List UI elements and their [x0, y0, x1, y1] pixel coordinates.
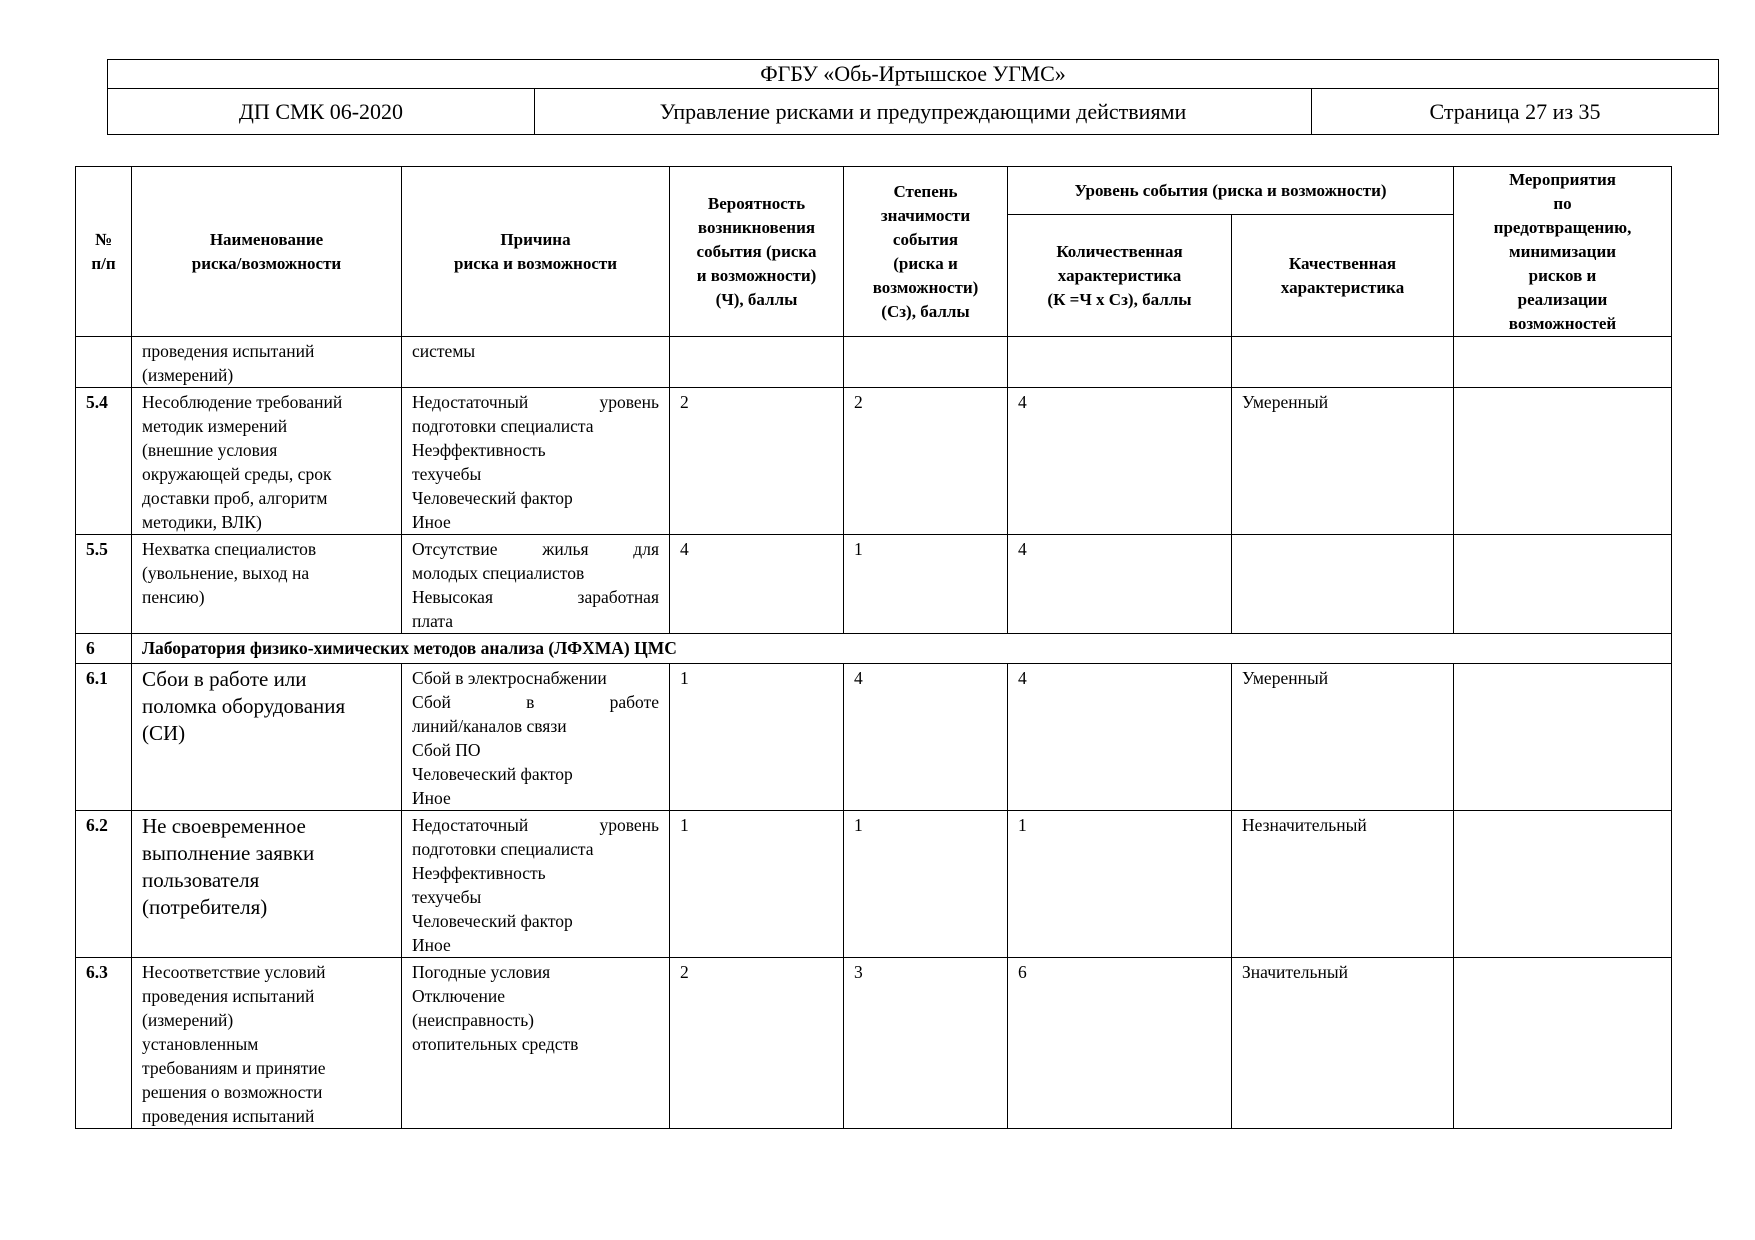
cause-line: Отсутствие жилья для: [412, 539, 659, 559]
text-line: минимизации: [1508, 241, 1617, 261]
text-line: (измерений): [142, 1010, 234, 1030]
row-num: 5.4: [76, 388, 132, 535]
text-line: решения о возможности: [142, 1082, 323, 1102]
organization-name: ФГБУ «Обь-Иртышское УГМС»: [108, 60, 1719, 89]
cause-line: Сбой в работе: [412, 692, 659, 712]
text-line: Количественная: [1056, 241, 1183, 261]
text-line: Качественная: [1288, 253, 1397, 273]
cause-line: Сбой в электроснабжении: [412, 668, 607, 688]
col-num-header: [76, 167, 132, 337]
text-line: Сбои в работе или: [142, 667, 307, 691]
significance-value: 4: [844, 664, 1008, 811]
cause-line: отопительных средств: [412, 1034, 579, 1054]
text-line: возможности): [872, 277, 979, 297]
text-line: рисков и: [1528, 265, 1597, 285]
qualitative-value: Значительный: [1232, 958, 1454, 1129]
cause-line: Недостаточный уровень: [412, 392, 659, 412]
cause-line: Погодные условия: [412, 962, 551, 982]
qualitative-value: Умеренный: [1232, 388, 1454, 535]
col-significance-header: [844, 167, 1008, 337]
text-line: Степень: [893, 181, 958, 201]
text-line: Вероятность: [707, 193, 806, 213]
cause-line: Человеческий фактор: [412, 911, 573, 931]
text-line: события: [892, 229, 959, 249]
text-line: установленным: [142, 1034, 259, 1054]
text-line: Не своевременное: [142, 814, 306, 838]
measures-value: [1454, 811, 1672, 958]
text-line: характеристика: [1280, 277, 1405, 297]
text-line: предотвращению,: [1493, 217, 1632, 237]
risk-name: [132, 535, 402, 634]
significance-value: [844, 337, 1008, 388]
text-line: (внешние условия: [142, 440, 278, 460]
cause-line: Иное: [412, 935, 451, 955]
cause-line: плата: [412, 611, 454, 631]
text-line: реализации: [1517, 289, 1608, 309]
table-row: [76, 664, 1672, 811]
cause-line: техучебы: [412, 887, 482, 907]
text-line: Нехватка специалистов: [142, 539, 317, 559]
cause-line: подготовки специалиста: [412, 839, 594, 859]
text-line: (Ч), баллы: [715, 289, 798, 309]
measures-value: [1454, 535, 1672, 634]
text-line: Мероприятия: [1509, 169, 1616, 189]
text-line: проведения испытаний: [142, 341, 315, 361]
col-quantitative-header: [1008, 215, 1232, 337]
text-line: (увольнение, выход на: [142, 563, 310, 583]
risk-cause: [402, 388, 670, 535]
text-line: возможностей: [1508, 313, 1617, 333]
table-row: [76, 535, 1672, 634]
measures-value: [1454, 958, 1672, 1129]
text-line: Причина: [500, 229, 571, 249]
document-header: [107, 59, 1719, 135]
text-line: требованиям и принятие: [142, 1058, 326, 1078]
cause-line: (неисправность): [412, 1010, 535, 1030]
quantitative-value: 4: [1008, 664, 1232, 811]
row-num: 6.1: [76, 664, 132, 811]
text-line: по: [1553, 193, 1572, 213]
text-line: Несоблюдение требований: [142, 392, 343, 412]
significance-value: 1: [844, 535, 1008, 634]
row-num: 5.5: [76, 535, 132, 634]
cause-line: Сбой ПО: [412, 740, 481, 760]
cause-line: Человеческий фактор: [412, 764, 573, 784]
measures-value: [1454, 388, 1672, 535]
cause-line: системы: [412, 341, 476, 361]
section-title: Лаборатория физико-химических методов анализа (ЛФХМА) ЦМС: [132, 634, 1672, 664]
col-probability-header: [670, 167, 844, 337]
cause-line: техучебы: [412, 464, 482, 484]
significance-value: 3: [844, 958, 1008, 1129]
row-num: 6.2: [76, 811, 132, 958]
text-line: проведения испытаний: [142, 1106, 315, 1126]
cause-line: подготовки специалиста: [412, 416, 594, 436]
text-line: возникновения: [697, 217, 816, 237]
text-line: пенсию): [142, 587, 205, 607]
cause-line: Невысокая заработная: [412, 587, 659, 607]
risk-cause: [402, 337, 670, 388]
text-line: Несоответствие условий: [142, 962, 326, 982]
text-line: поломка оборудования: [142, 694, 346, 718]
risk-name: [132, 388, 402, 535]
risk-cause: [402, 811, 670, 958]
qualitative-value: [1232, 337, 1454, 388]
section-row: [76, 634, 1672, 664]
risk-table: [75, 166, 1672, 1129]
risk-cause: [402, 958, 670, 1129]
col-qualitative-header: [1232, 215, 1454, 337]
qualitative-value: Умеренный: [1232, 664, 1454, 811]
qualitative-value: [1232, 535, 1454, 634]
table-row: [76, 958, 1672, 1129]
text-line: №: [94, 229, 113, 249]
text-line: доставки проб, алгоритм: [142, 488, 328, 508]
text-line: (риска и: [893, 253, 958, 273]
text-line: пользователя: [142, 868, 260, 892]
row-num: 6.3: [76, 958, 132, 1129]
probability-value: [670, 337, 844, 388]
cause-line: Недостаточный уровень: [412, 815, 659, 835]
text-line: п/п: [91, 253, 116, 273]
risk-name: [132, 811, 402, 958]
text-line: и возможности): [696, 265, 817, 285]
qualitative-value: Незначительный: [1232, 811, 1454, 958]
document-code: ДП СМК 06-2020: [108, 89, 535, 135]
quantitative-value: [1008, 337, 1232, 388]
measures-value: [1454, 337, 1672, 388]
quantitative-value: 6: [1008, 958, 1232, 1129]
cause-line: Неэффективность: [412, 440, 546, 460]
significance-value: 2: [844, 388, 1008, 535]
text-line: риска и возможности: [453, 253, 618, 273]
text-line: (измерений): [142, 365, 234, 385]
text-line: окружающей среды, срок: [142, 464, 332, 484]
probability-value: 1: [670, 664, 844, 811]
quantitative-value: 4: [1008, 388, 1232, 535]
risk-name: [132, 664, 402, 811]
risk-cause: [402, 535, 670, 634]
row-num: [76, 337, 132, 388]
quantitative-value: 4: [1008, 535, 1232, 634]
col-measures-header: [1454, 167, 1672, 337]
cause-line: Отключение: [412, 986, 505, 1006]
significance-value: 1: [844, 811, 1008, 958]
probability-value: 1: [670, 811, 844, 958]
col-name-header: [132, 167, 402, 337]
table-row: [76, 388, 1672, 535]
table-row: [76, 811, 1672, 958]
text-line: (потребителя): [142, 895, 268, 919]
risk-name: [132, 337, 402, 388]
text-line: характеристика: [1057, 265, 1182, 285]
quantitative-value: 1: [1008, 811, 1232, 958]
text-line: (К =Ч х Сз), баллы: [1047, 289, 1192, 309]
col-level-header: Уровень события (риска и возможности): [1008, 167, 1454, 215]
cause-line: молодых специалистов: [412, 563, 585, 583]
text-line: риска/возможности: [191, 253, 342, 273]
cause-line: Иное: [412, 512, 451, 532]
risk-cause: [402, 664, 670, 811]
table-row: [76, 337, 1672, 388]
cause-line: Человеческий фактор: [412, 488, 573, 508]
text-line: значимости: [880, 205, 971, 225]
cause-line: Иное: [412, 788, 451, 808]
text-line: Наименование: [209, 229, 324, 249]
text-line: (СИ): [142, 721, 186, 745]
text-line: выполнение заявки: [142, 841, 315, 865]
text-line: проведения испытаний: [142, 986, 315, 1006]
risk-name: [132, 958, 402, 1129]
probability-value: 4: [670, 535, 844, 634]
text-line: методики, ВЛК): [142, 512, 262, 532]
col-cause-header: [402, 167, 670, 337]
cause-line: Неэффективность: [412, 863, 546, 883]
text-line: методик измерений: [142, 416, 288, 436]
probability-value: 2: [670, 388, 844, 535]
measures-value: [1454, 664, 1672, 811]
cause-line: линий/каналов связи: [412, 716, 567, 736]
text-line: (Сз), баллы: [881, 301, 970, 321]
document-title: Управление рисками и предупреждающими действиями: [535, 89, 1312, 135]
section-num: 6: [76, 634, 132, 664]
page-number: Страница 27 из 35: [1312, 89, 1719, 135]
probability-value: 2: [670, 958, 844, 1129]
text-line: события (риска: [696, 241, 817, 261]
